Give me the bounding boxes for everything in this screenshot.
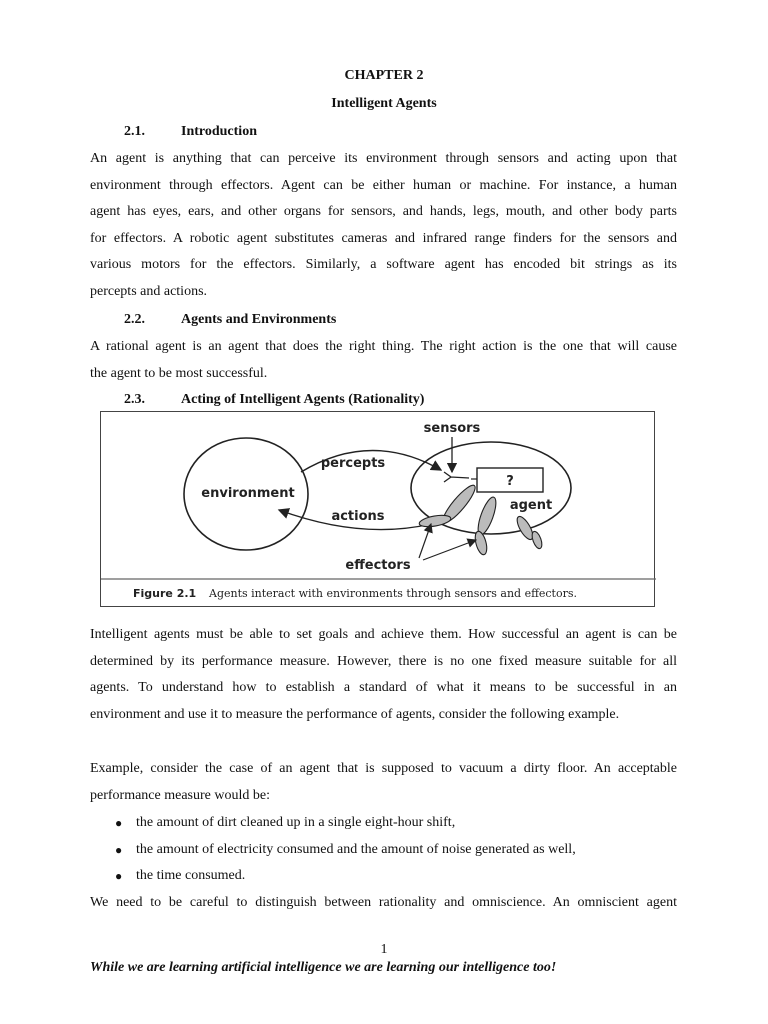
sensors-label: sensors <box>423 421 481 436</box>
text-line: determined by its performance measure. However, there is no one fixed measure suitable for all <box>90 653 677 669</box>
figure-caption-label: Figure 2.1 <box>133 587 197 600</box>
section-title: Agents and Environments <box>181 312 337 327</box>
section-number: 2.3. <box>124 392 145 407</box>
bullet-icon: ● <box>115 816 123 830</box>
question-label: ? <box>506 474 514 489</box>
text-line: the agent to be most successful. <box>90 365 268 381</box>
text-line: for effectors. A robotic agent substitutes cameras and infrared range finders for the sensors and <box>90 230 677 246</box>
list-item <box>90 837 677 864</box>
effectors-arrow-1 <box>419 524 431 558</box>
text-line: An agent is anything that can perceive its environment through sensors and acting upon that <box>90 151 677 166</box>
chapter-title: Intelligent Agents <box>331 96 437 111</box>
agent-environment-figure <box>100 411 655 607</box>
text-line: performance measure would be: <box>90 787 270 803</box>
rationality-paragraph <box>90 890 677 917</box>
rear-foot-limb <box>530 530 544 550</box>
bullet-icon: ● <box>115 869 123 884</box>
text-line: percepts and actions. <box>90 283 208 299</box>
section-title: Acting of Intelligent Agents (Rationality) <box>181 392 425 407</box>
list-item-text: the amount of electricity consumed and the amount of noise generated as well, <box>136 841 576 857</box>
environment-label: environment <box>201 486 295 501</box>
figure-caption-text: Agents interact with environments through sensors and effectors. <box>209 587 578 600</box>
list-item-text: the amount of dirt cleaned up in a single eight-hour shift, <box>136 815 456 830</box>
effectors-arrow-2 <box>423 540 476 560</box>
intro-paragraph <box>90 146 677 306</box>
actions-label: actions <box>331 509 385 524</box>
section-heading-intro <box>124 124 257 140</box>
goals-paragraph <box>90 622 677 728</box>
text-line: A rational agent is an agent that does the right thing. The right action is the one that will cause <box>90 339 677 354</box>
section-number: 2.2. <box>124 312 145 327</box>
agent-diagram <box>101 412 656 608</box>
section-heading-agents <box>124 312 336 328</box>
page-footer: While we are learning artificial intelligence we are learning our intelligence too! <box>90 960 557 975</box>
text-line: Intelligent agents must be able to set goals and achieve them. How successful an agent is can be <box>90 627 677 642</box>
text-line: Example, consider the case of an agent that is supposed to vacuum a dirty floor. An acceptable <box>90 761 677 776</box>
list-item <box>90 810 677 837</box>
effectors-label: effectors <box>345 558 411 573</box>
section-heading-rationality <box>124 392 424 408</box>
chapter-heading: CHAPTER 2 <box>344 68 424 83</box>
sensor-glyph <box>444 472 469 482</box>
agent-label: agent <box>509 498 553 513</box>
text-line: environment and use it to measure the performance of agents, consider the following example. <box>90 706 620 722</box>
example-paragraph <box>90 756 677 809</box>
percepts-label: percepts <box>320 456 386 471</box>
section-number: 2.1. <box>124 124 145 139</box>
leg-limb <box>475 495 500 537</box>
text-line: agents. To understand how to establish a standard of what it means to be successful in an <box>90 680 677 696</box>
page-number: 1 <box>380 942 388 957</box>
bullet-icon: ● <box>115 842 123 857</box>
list-item <box>90 863 677 890</box>
list-item-text: the time consumed. <box>136 868 246 884</box>
text-line: various motors for the effectors. Similarly, a software agent has encoded bit strings as its <box>90 257 677 273</box>
section-title: Introduction <box>181 124 257 139</box>
performance-measure-list <box>90 810 677 890</box>
text-line: environment through effectors. Agent can be either human or machine. For instance, a human <box>90 177 677 193</box>
agents-paragraph <box>90 334 677 387</box>
text-line: We need to be careful to distinguish between rationality and omniscience. An omniscient agent <box>90 895 677 910</box>
text-line: agent has eyes, ears, and other organs for sensors, and hands, legs, mouth, and other body parts <box>90 204 677 220</box>
